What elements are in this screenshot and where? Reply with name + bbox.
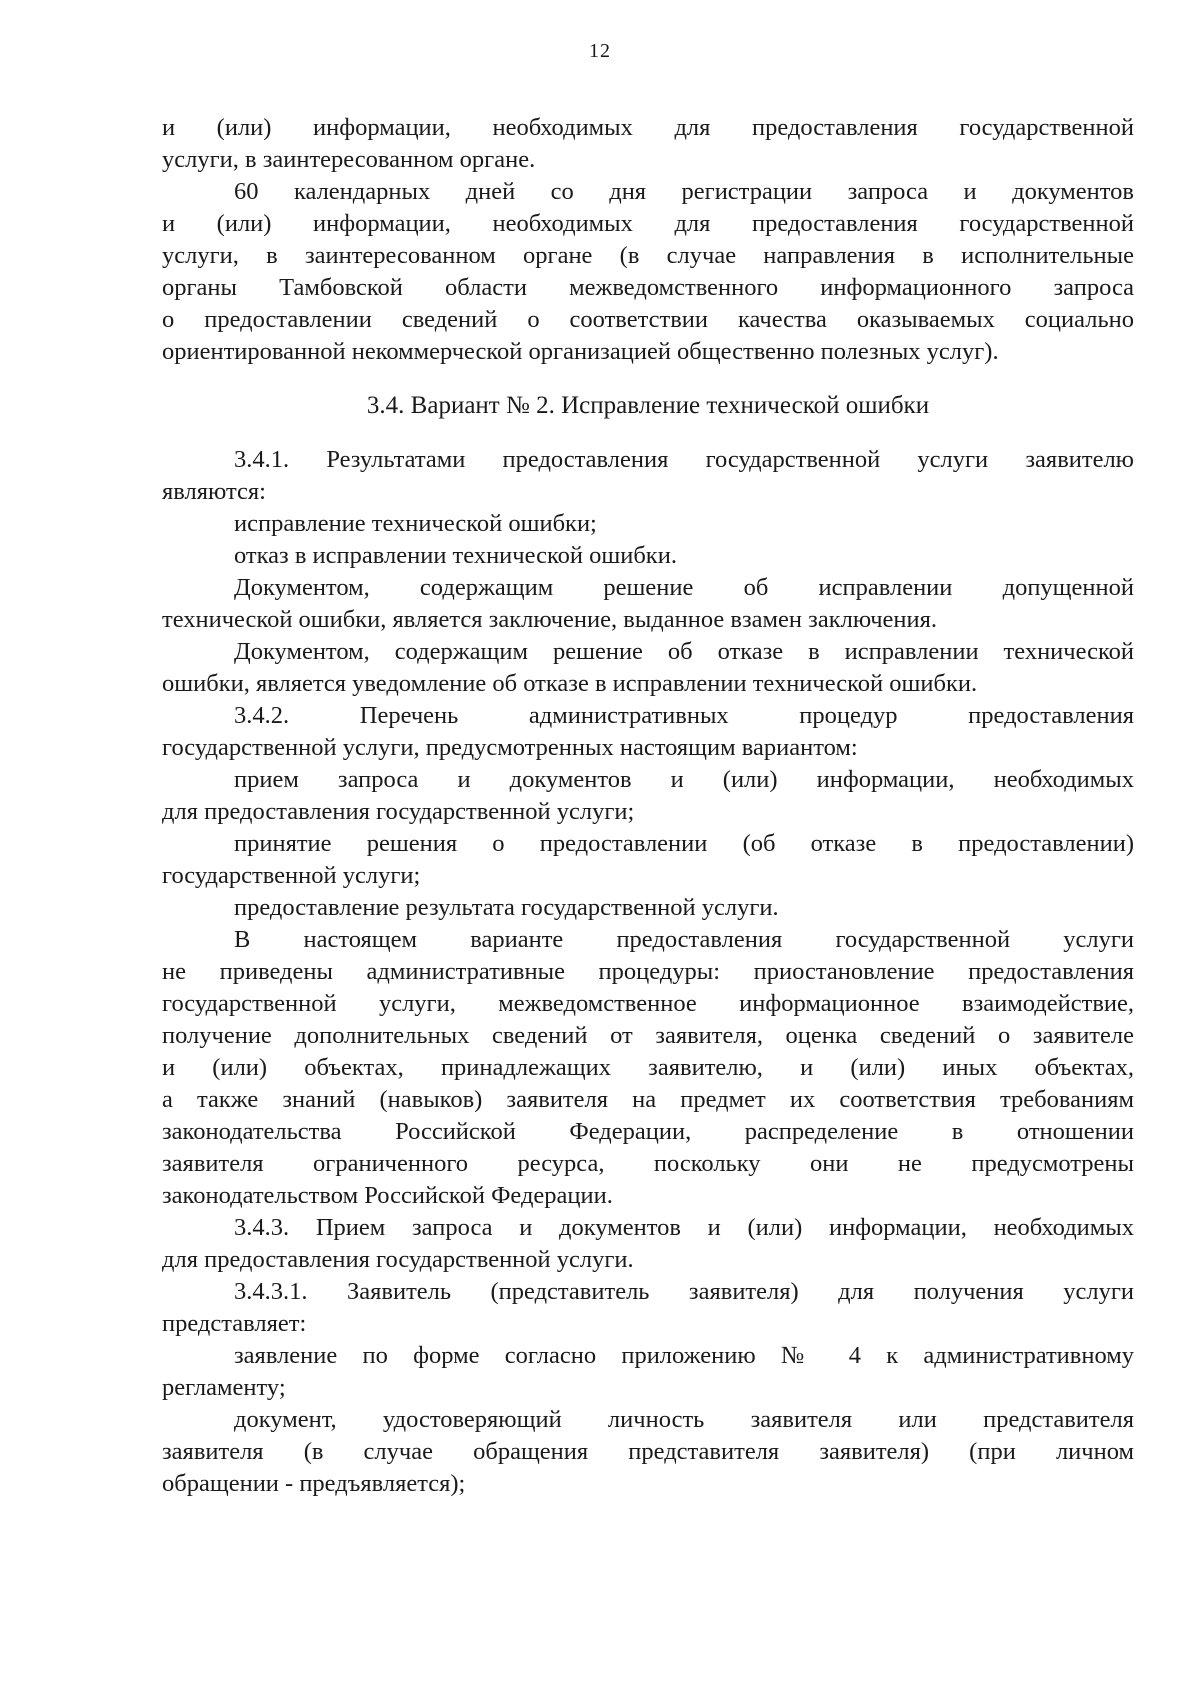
- text-line: документ, удостоверяющий личность заявителя или представителя: [234, 1406, 1134, 1433]
- text-line: о предоставлении сведений о соответствии качества оказываемых социально: [162, 306, 1134, 333]
- text-line: Документом, содержащим решение об отказе в исправлении технической: [234, 638, 1134, 665]
- text-line: 3.4.3. Прием запроса и документов и (или) информации, необходимых: [234, 1214, 1134, 1241]
- text-line: для предоставления государственной услуги.: [162, 1246, 634, 1273]
- text-line: заявление по форме согласно приложению № 4 к административному: [234, 1342, 1134, 1369]
- text-line: 60 календарных дней со дня регистрации запроса и документов: [234, 178, 1134, 205]
- text-line: ошибки, является уведомление об отказе в исправлении технической ошибки.: [162, 670, 978, 697]
- text-line: предоставление результата государственной услуги.: [234, 894, 779, 921]
- text-line: прием запроса и документов и (или) информации, необходимых: [234, 766, 1134, 793]
- text-line: государственной услуги, предусмотренных настоящим вариантом:: [162, 734, 858, 761]
- text-line: законодательством Российской Федерации.: [162, 1182, 613, 1209]
- text-line: услуги, в заинтересованном органе (в случае направления в исполнительные: [162, 242, 1134, 269]
- text-line: заявителя (в случае обращения представителя заявителя) (при личном: [162, 1438, 1134, 1465]
- text-line: ориентированной некоммерческой организацией общественно полезных услуг).: [162, 338, 999, 365]
- text-line: для предоставления государственной услуги;: [162, 798, 635, 825]
- text-line: исправление технической ошибки;: [234, 510, 597, 537]
- text-line: заявителя ограниченного ресурса, поскольку они не предусмотрены: [162, 1150, 1134, 1177]
- text-line: технической ошибки, является заключение, выданное взамен заключения.: [162, 606, 938, 633]
- text-line: В настоящем варианте предоставления государственной услуги: [234, 926, 1134, 953]
- text-line: а также знаний (навыков) заявителя на предмет их соответствия требованиям: [162, 1086, 1134, 1113]
- text-line: и (или) объектах, принадлежащих заявителю, и (или) иных объектах,: [162, 1054, 1134, 1081]
- document-body: [162, 112, 1134, 1500]
- text-line: и (или) информации, необходимых для предоставления государственной: [162, 114, 1134, 141]
- text-line: 3.4.1. Результатами предоставления государственной услуги заявителю: [234, 446, 1134, 473]
- text-line: являются:: [162, 478, 266, 505]
- text-line: обращении - предъявляется);: [162, 1470, 466, 1497]
- text-line: представляет:: [162, 1310, 307, 1337]
- top-paragraphs: [162, 112, 1134, 368]
- text-line: принятие решения о предоставлении (об отказе в предоставлении): [234, 830, 1134, 857]
- text-line: получение дополнительных сведений от заявителя, оценка сведений о заявителе: [162, 1022, 1134, 1049]
- body-paragraphs: [162, 444, 1134, 1500]
- text-line: регламенту;: [162, 1374, 286, 1401]
- text-line: государственной услуги;: [162, 862, 421, 889]
- text-line: 3.4.2. Перечень административных процедур предоставления: [234, 702, 1134, 729]
- text-line: не приведены административные процедуры: приостановление предоставления: [162, 958, 1134, 985]
- text-line: государственной услуги, межведомственное информационное взаимодействие,: [162, 990, 1134, 1017]
- section-heading: 3.4. Вариант № 2. Исправление технической ошибки: [366, 392, 930, 419]
- page-number: 12: [589, 40, 611, 62]
- text-line: Документом, содержащим решение об исправлении допущенной: [234, 574, 1134, 601]
- text-line: законодательства Российской Федерации, распределение в отношении: [162, 1118, 1134, 1145]
- text-line: и (или) информации, необходимых для предоставления государственной: [162, 210, 1134, 237]
- text-line: 3.4.3.1. Заявитель (представитель заявителя) для получения услуги: [234, 1278, 1134, 1305]
- text-line: органы Тамбовской области межведомственного информационного запроса: [162, 274, 1134, 301]
- text-line: услуги, в заинтересованном органе.: [162, 146, 536, 173]
- text-line: отказ в исправлении технической ошибки.: [234, 542, 677, 569]
